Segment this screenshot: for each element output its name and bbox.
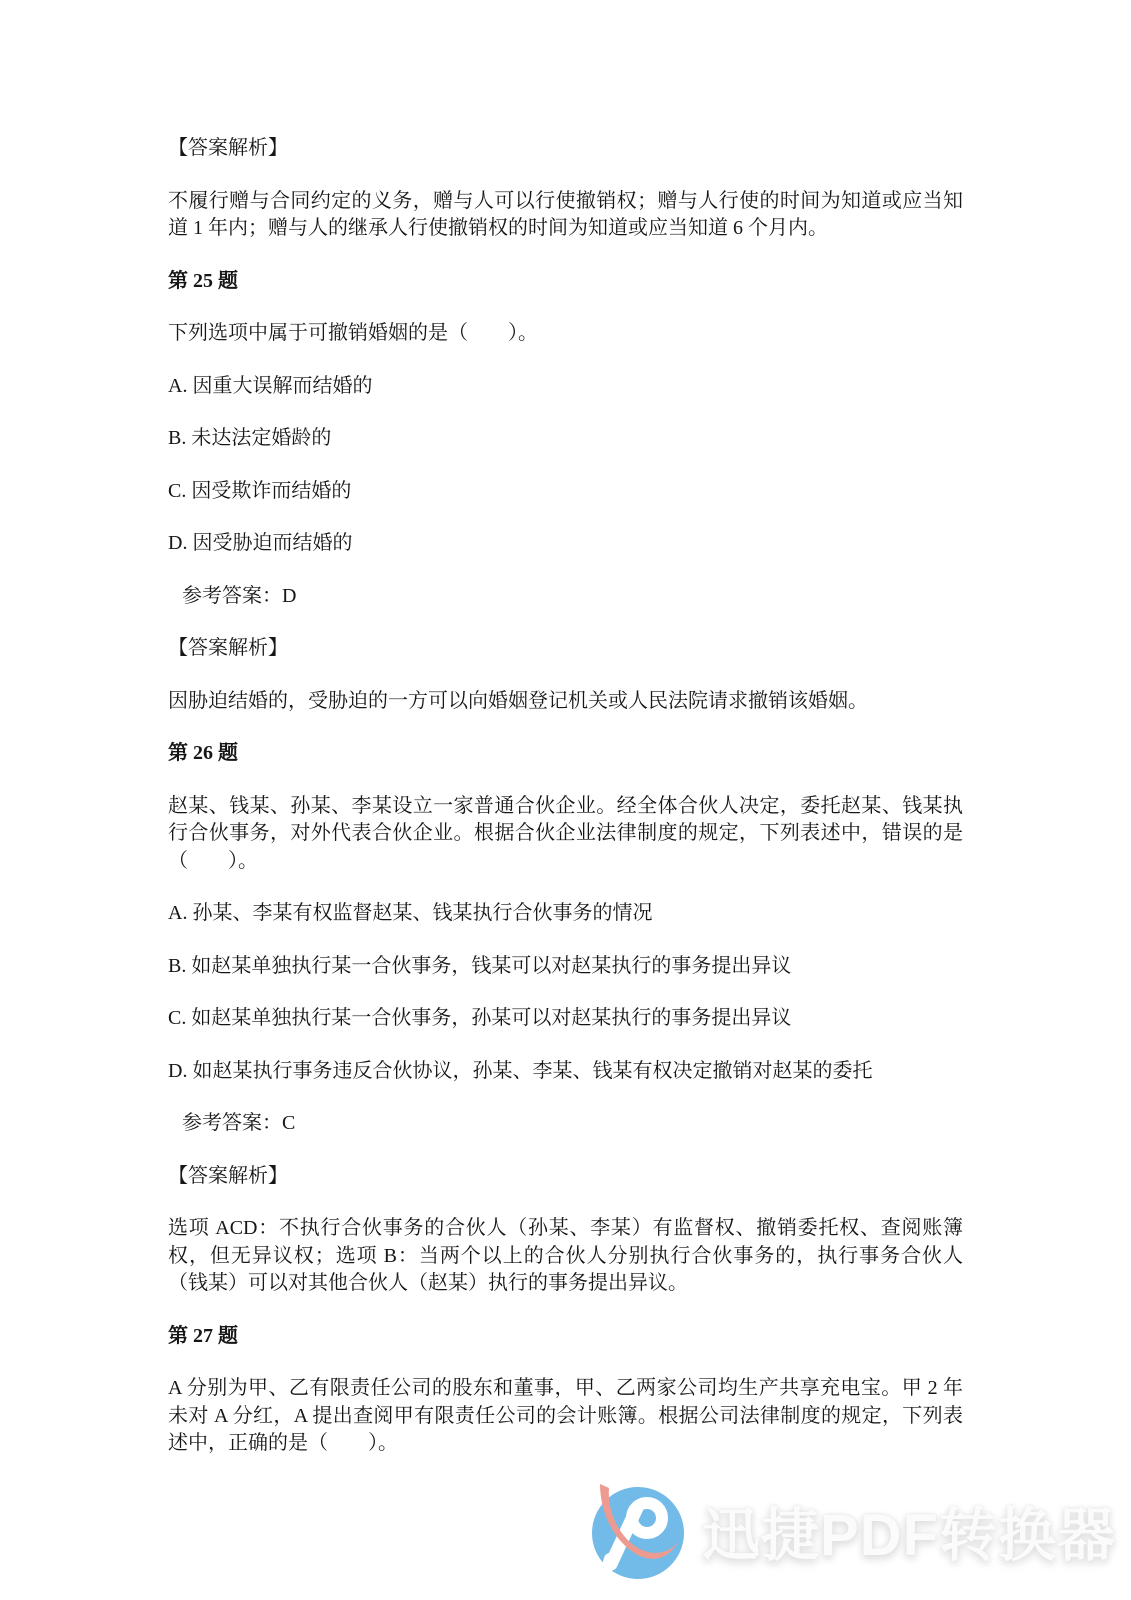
question-26-stem: 赵某、钱某、孙某、李某设立一家普通合伙企业。经全体合伙人决定，委托赵某、钱某执行合伙事务，对外代表合伙企业。根据合伙企业法律制度的规定，下列表述中，错误的是（ ）。 [168, 794, 963, 872]
question-25-title: 第 25 题 [168, 269, 238, 292]
question-25-option-b: B. 未达法定婚龄的 [168, 427, 332, 449]
question-26-analysis-body: 选项 ACD：不执行合伙事务的合伙人（孙某、李某）有监督权、撤销委托权、查阅账簿权，但无异议权；选项 B：当两个以上的合伙人分别执行合伙事务的，执行事务合伙人（钱某）可以对其他合伙人（赵某）执行的事务提出异议。 [168, 1217, 963, 1294]
question-26-option-c: C. 如赵某单独执行某一合伙事务，孙某可以对赵某执行的事务提出异议 [168, 1007, 792, 1029]
analysis-heading: 【答案解析】 [168, 137, 288, 159]
question-26-option-a: A. 孙某、李某有权监督赵某、钱某执行合伙事务的情况 [168, 902, 653, 924]
question-26-answer: 参考答案：C [182, 1112, 296, 1134]
question-26-analysis-heading: 【答案解析】 [168, 1164, 288, 1187]
question-25-option-c: C. 因受欺诈而结婚的 [168, 479, 352, 502]
watermark-text: 迅捷PDF转换器 [702, 1503, 1117, 1568]
question-25-stem: 下列选项中属于可撤销婚姻的是（ ）。 [168, 322, 538, 344]
question-27-title: 第 27 题 [168, 1324, 238, 1347]
question-25-analysis-heading: 【答案解析】 [168, 637, 288, 659]
question-25-answer: 参考答案：D [182, 584, 297, 607]
document-content [168, 135, 963, 1483]
question-25-analysis-body: 因胁迫结婚的，受胁迫的一方可以向婚姻登记机关或人民法院请求撤销该婚姻。 [168, 689, 868, 712]
analysis-body: 不履行赠与合同约定的义务，赠与人可以行使撤销权；赠与人行使的时间为知道或应当知道 1 年内；赠与人的继承人行使撤销权的时间为知道或应当知道 6 个月内。 [168, 189, 963, 239]
watermark [586, 1472, 1116, 1588]
question-25-option-a: A. 因重大误解而结婚的 [168, 374, 373, 397]
question-26-title: 第 26 题 [168, 742, 238, 764]
question-26-option-d: D. 如赵某执行事务违反合伙协议，孙某、李某、钱某有权决定撤销对赵某的委托 [168, 1059, 873, 1082]
pdf-converter-logo-icon [586, 1474, 690, 1586]
question-25-option-d: D. 因受胁迫而结婚的 [168, 532, 353, 554]
question-27-stem: A 分别为甲、乙有限责任公司的股东和董事，甲、乙两家公司均生产共享充电宝。甲 2 年未对 A 分红，A 提出查阅甲有限责任公司的会计账簿。根据公司法律制度的规定，下列表述中，正确的是（ ）。 [168, 1377, 963, 1454]
question-26-option-b: B. 如赵某单独执行某一合伙事务，钱某可以对赵某执行的事务提出异议 [168, 954, 792, 977]
